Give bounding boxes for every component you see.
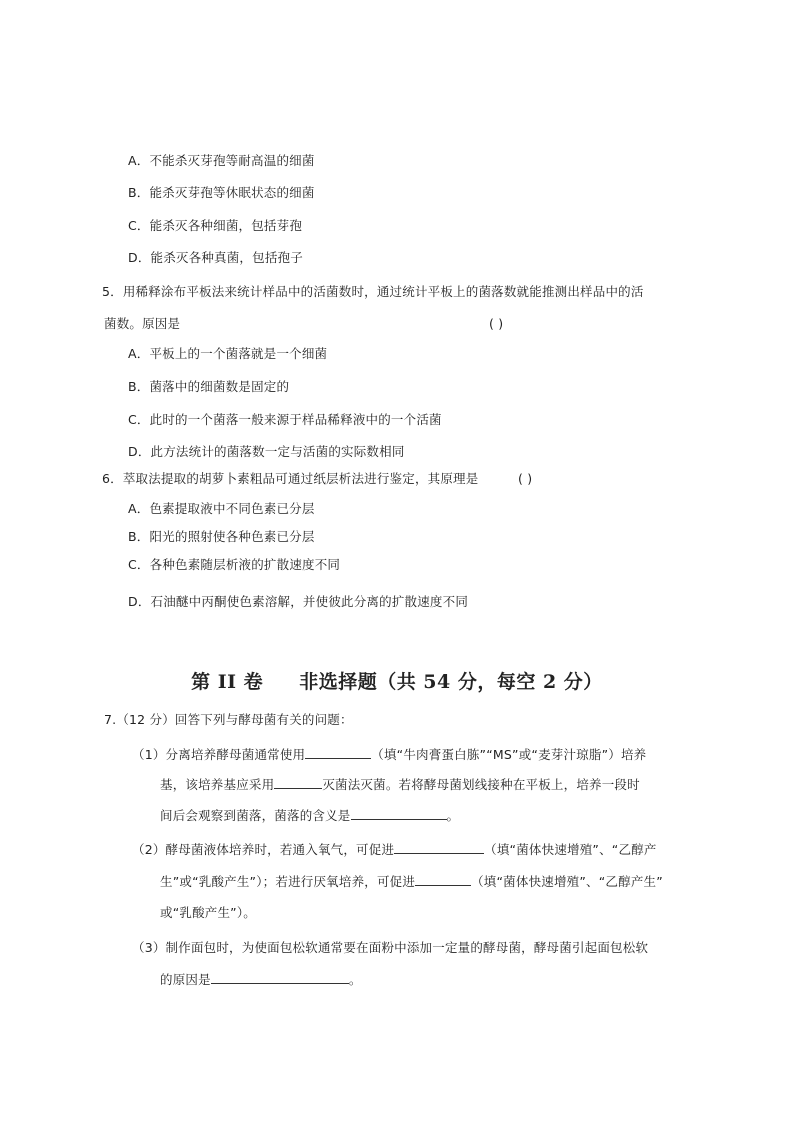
q7-sub1-text-c: 基，该培养基应采用 xyxy=(160,777,275,792)
q5-answer-paren: ( ) xyxy=(489,316,504,331)
q5-stem-line2: 菌数。原因是 xyxy=(104,316,181,331)
section-part-heading: 非选择题（共 54 分，每空 2 分） xyxy=(299,671,603,693)
q7-sub2-text-d: （填“菌体快速增殖”、“乙醇产生” xyxy=(471,874,663,889)
q7-sub2-text-b: （填“菌体快速增殖”、“乙醇产 xyxy=(484,842,657,857)
q7-blank-1[interactable] xyxy=(305,745,371,759)
q5-option-b: B．菌落中的细菌数是固定的 xyxy=(128,379,290,394)
q7-sub3-line1: （3）制作面包时，为使面包松软通常要在面粉中添加一定量的酵母菌，酵母菌引起面包松软 xyxy=(132,940,649,955)
q6-answer-paren: ( ) xyxy=(518,471,533,486)
q5-option-c: C．此时的一个菌落一般来源于样品稀释液中的一个活菌 xyxy=(128,412,442,427)
q6-option-d: D．石油醚中丙酮使色素溶解，并使彼此分离的扩散速度不同 xyxy=(128,594,469,609)
q7-sub3-text-c: 。 xyxy=(348,972,362,987)
q7-sub1-line2 xyxy=(160,775,640,794)
q5-option-a: A．平板上的一个菌落就是一个细菌 xyxy=(128,346,328,361)
q7-blank-2[interactable] xyxy=(274,775,322,789)
q7-sub1-line3 xyxy=(160,806,459,825)
section-title xyxy=(0,667,794,694)
q7-sub1-line1 xyxy=(132,745,646,764)
q4-option-a: A．不能杀灭芽孢等耐高温的细菌 xyxy=(128,153,315,168)
q7-sub1-text-b: （填“牛肉膏蛋白胨”“MS”或“麦芽汁琼脂”）培养 xyxy=(371,747,647,762)
q6-option-a: A．色素提取液中不同色素已分层 xyxy=(128,501,315,516)
q7-sub3-line2 xyxy=(160,970,362,989)
q7-sub2-text-c: 生”或“乳酸产生”）；若进行厌氧培养，可促进 xyxy=(160,874,416,889)
q5-option-d: D．此方法统计的菌落数一定与活菌的实际数相同 xyxy=(128,444,405,459)
q4-option-c: C．能杀灭各种细菌，包括芽孢 xyxy=(128,218,303,233)
q7-stem: 7.（12 分）回答下列与酵母菌有关的问题： xyxy=(104,712,353,727)
q7-sub2-line3: 或“乳酸产生”）。 xyxy=(160,905,257,920)
q7-sub2-line1 xyxy=(132,840,657,859)
q4-option-d: D．能杀灭各种真菌，包括孢子 xyxy=(128,250,303,265)
q6-option-b: B．阳光的照射使各种色素已分层 xyxy=(128,529,315,544)
q7-blank-6[interactable] xyxy=(211,970,349,984)
q7-sub2-line2 xyxy=(160,872,663,891)
q7-sub1-text-e: 间后会观察到菌落，菌落的含义是 xyxy=(160,808,351,823)
q6-option-c: C．各种色素随层析液的扩散速度不同 xyxy=(128,557,341,572)
q5-stem-line1: 5．用稀释涂布平板法来统计样品中的活菌数时，通过统计平板上的菌落数就能推测出样品中的活 xyxy=(102,284,644,299)
q6-stem: 6．萃取法提取的胡萝卜素粗品可通过纸层析法进行鉴定，其原理是 xyxy=(102,471,479,486)
q4-option-b: B．能杀灭芽孢等休眠状态的细菌 xyxy=(128,185,315,200)
q7-sub1-text-a: （1）分离培养酵母菌通常使用 xyxy=(132,747,306,762)
q7-blank-4[interactable] xyxy=(394,840,484,854)
q7-sub3-text-b: 的原因是 xyxy=(160,972,211,987)
q7-blank-3[interactable] xyxy=(351,806,447,820)
section-part-label: 第 II 卷 xyxy=(191,671,264,693)
q7-blank-5[interactable] xyxy=(415,872,471,886)
q7-sub1-text-f: 。 xyxy=(446,808,460,823)
q7-sub1-text-d: 灭菌法灭菌。若将酵母菌划线接种在平板上，培养一段时 xyxy=(322,777,640,792)
q7-sub2-text-a: （2）酵母菌液体培养时，若通入氧气，可促进 xyxy=(132,842,395,857)
